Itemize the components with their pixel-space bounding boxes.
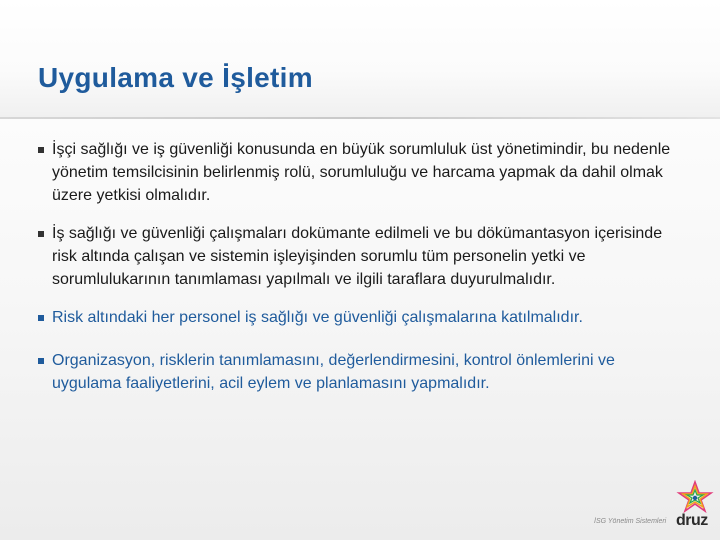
logo-wordmark: druz bbox=[676, 512, 708, 529]
title-divider bbox=[0, 117, 720, 119]
bullet-text: İşçi sağlığı ve iş güvenliği konusunda en büyük sorumluluk üst yönetimindir, bu nedenle yönetim temsilcisinin belirlenmiş rolü, sorumluluğu ve harcama yapmak da dahil olmak üzere yetkisi olmalıdır. bbox=[52, 141, 671, 204]
footer-caption: İSG Yönetim Sistemleri bbox=[594, 518, 667, 525]
title-band bbox=[0, 0, 720, 118]
bullet-item bbox=[38, 349, 688, 395]
bullet-marker-icon bbox=[38, 358, 44, 364]
bullet-text: Organizasyon, risklerin tanımlamasını, değerlendirmesini, kontrol önlemlerini ve uygulama faaliyetlerini, acil eylem ve planlamasını yapmalıdır. bbox=[52, 352, 615, 392]
slide-title: Uygulama ve İşletim bbox=[38, 62, 313, 93]
bullet-item bbox=[38, 138, 688, 207]
bullet-marker-icon bbox=[38, 147, 44, 153]
bullet-text: Risk altındaki her personel iş sağlığı ve güvenliği çalışmalarına katılmalıdır. bbox=[52, 309, 583, 326]
bullet-item bbox=[38, 222, 688, 291]
bullet-marker-icon bbox=[38, 231, 44, 237]
bullet-item bbox=[38, 306, 688, 329]
bullet-text: İş sağlığı ve güvenliği çalışmaları dokümante edilmeli ve bu dökümantasyon içerisinde risk altında çalışan ve sistemin işleyişinden sorumlu tüm personelin yetki ve sorumlulukarının tanımlaması yapılmalı ve ilgili taraflara duyurulmalıdır. bbox=[52, 225, 663, 288]
bullet-marker-icon bbox=[38, 315, 44, 321]
bullet-list bbox=[38, 138, 688, 410]
